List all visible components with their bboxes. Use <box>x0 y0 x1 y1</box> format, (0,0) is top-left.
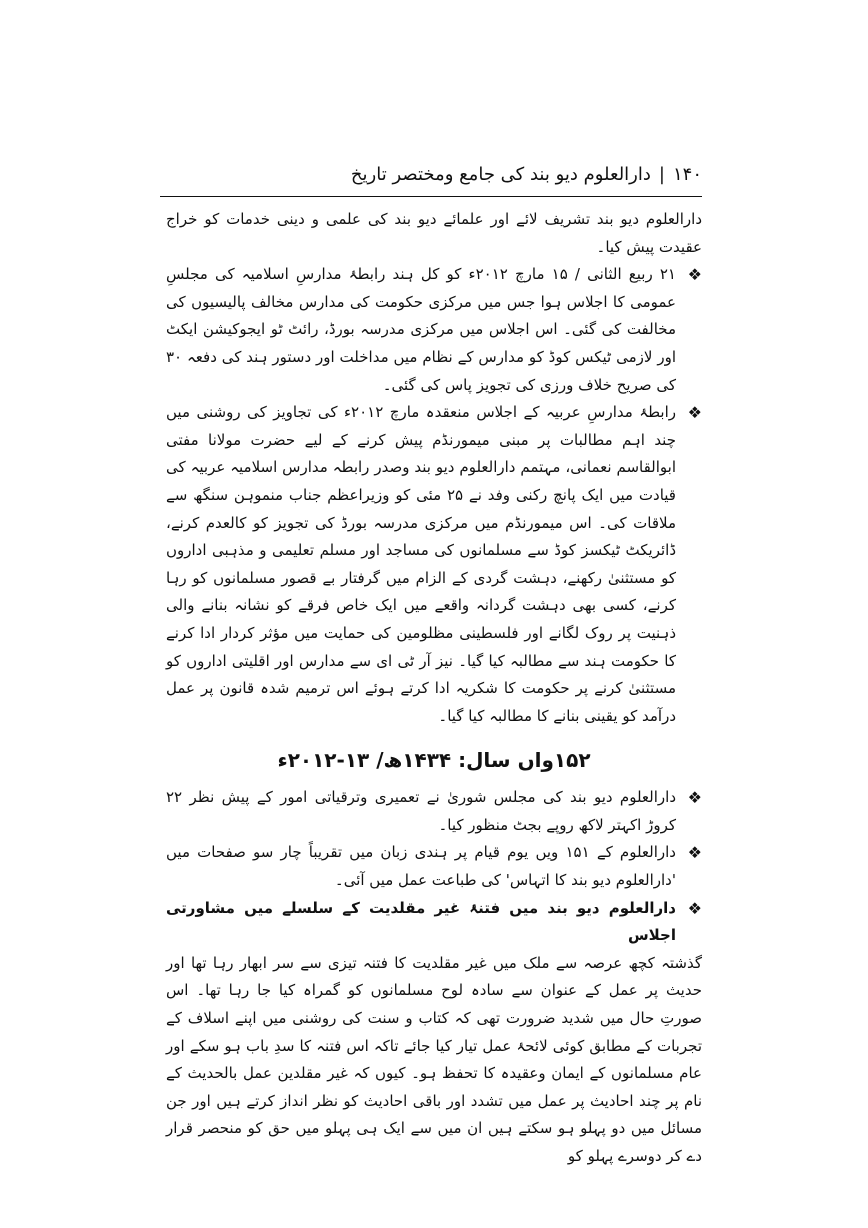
page-number: ۱۴۰ <box>672 164 702 185</box>
bullet-icon: ❖ <box>687 788 702 808</box>
list-item <box>166 895 702 950</box>
header-rule <box>160 196 702 197</box>
list-item-text: دارالعلوم دیو بند کی مجلس شوریٰ نے تعمیری وترقیاتی امور کے پیش نظر ۲۲ کروڑ اکہتر لاکھ روپے بجٹ منظور کیا۔ <box>166 788 676 834</box>
section-subheading: دارالعلوم دیو بند میں فتنۂ غیر مقلدیت کے سلسلے میں مشاورتی اجلاس <box>166 898 676 945</box>
bullet-icon: ❖ <box>687 265 702 285</box>
page-header <box>160 160 702 190</box>
bullet-icon: ❖ <box>687 403 702 423</box>
running-title: دارالعلوم دیو بند کی جامع ومختصر تاریخ <box>350 164 651 185</box>
intro-paragraph: دارالعلوم دیو بند تشریف لائے اور علمائے دیو بند کی علمی و دینی خدمات کو خراج عقیدت پیش کیا۔ <box>166 210 702 256</box>
bullet-icon: ❖ <box>687 898 702 918</box>
list-item-text: رابطۂ مدارسِ عربیہ کے اجلاس منعقدہ مارچ ۲۰۱۲ء کی تجاویز کی روشنی میں چند اہم مطالبات پر مبنی میمورنڈم پیش کرنے کے لیے حضرت مولانا مفتی ابوالقاسم نعمانی، مہتمم دارالعلوم دیو بند وصدر رابطہ مدارس اسلامیہ عربیہ کی قیادت میں ایک پانچ رکنی وفد نے ۲۵ مئی کو وزیراعظم جناب منموہن سنگھ سے ملاقات کی۔ اس میمورنڈم میں مرکزی مدرسہ بورڈ کی تجویز کو کالعدم کرنے، ڈائریکٹ ٹیکسز کوڈ سے مسلمانوں کی مساجد اور مسلم تعلیمی و مذہبی اداروں کو مستثنیٰ رکھنے، دہشت گردی کے الزام میں گرفتار بے قصور مسلمانوں کو رہا کرنے، کسی بھی دہشت گردانہ واقعے میں ایک خاص فرقے کو نشانہ بنانے والی ذہنیت پر روک لگانے اور فلسطینی مظلومین کی حمایت میں مؤثر کردار ادا کرنے کا حکومت ہند سے مطالبہ کیا گیا۔ نیز آر ٹی ای سے مدارس اور اقلیتی اداروں کو مستثنیٰ کرنے پر حکومت کا شکریہ ادا کرتے ہوئے اس ترمیم شدہ قانون پر عمل درآمد کو یقینی بنانے کا مطالبہ کیا گیا۔ <box>166 403 676 725</box>
section-body-paragraph: گذشتہ کچھ عرصہ سے ملک میں غیر مقلدیت کا فتنہ تیزی سے سر ابھار رہا تھا اور حدیث پر عمل کے عنوان سے سادہ لوح مسلمانوں کو گمراہ کیا جا رہا تھا۔ اس صورتِ حال میں شدید ضرورت تھی کہ کتاب و سنت کی روشنی میں اپنے اسلاف کے تجربات کے مطابق کوئی لائحۂ عمل تیار کیا جائے تاکہ اس فتنہ کا سدِ باب ہو سکے اور عام مسلمانوں کے ایمان وعقیدہ کا تحفظ ہو۔ کیوں کہ غیر مقلدین عمل بالحدیث کے نام پر چند احادیث پر عمل میں تشدد اور باقی احادیث کو نظر انداز کرتے ہیں اور جن مسائل میں دو پہلو ہو سکتے ہیں ان میں سے ایک ہی پہلو میں حق کو منحصر قرار دے کر دوسرے پہلو کو <box>166 953 702 1165</box>
header-separator: | <box>658 164 665 185</box>
list-item <box>166 399 702 730</box>
list-item <box>166 261 702 399</box>
list-item <box>166 839 702 894</box>
page-body <box>166 206 702 1171</box>
list-item-text: ۲۱ ربیع الثانی / ۱۵ مارچ ۲۰۱۲ء کو کل ہند رابطۂ مدارسِ اسلامیہ کی مجلسِ عمومی کا اجلاس ہوا جس میں مرکزی حکومت کی مدارس مخالف پالیسیوں کی مخالفت کی گئی۔ اس اجلاس میں مرکزی مدرسہ بورڈ، رائٹ ٹو ایجوکیشن ایکٹ اور لازمی ٹیکس کوڈ کو مدارس کے نظام میں مداخلت اور دستور ہند کی دفعہ ۳۰ کی صریح خلاف ورزی کی تجویز پاس کی گئی۔ <box>166 265 676 394</box>
list-item-text: دارالعلوم کے ۱۵۱ ویں یوم قیام پر ہندی زبان میں تقریباً چار سو صفحات میں 'دارالعلوم دیو بند کا اتہاس' کی طباعت عمل میں آئی۔ <box>166 843 676 890</box>
year-heading: ۱۵۲واں سال: ۱۴۳۴ھ/ ۱۳-۲۰۱۲ء <box>277 748 591 773</box>
list-item <box>166 784 702 839</box>
bullet-icon: ❖ <box>687 843 702 863</box>
